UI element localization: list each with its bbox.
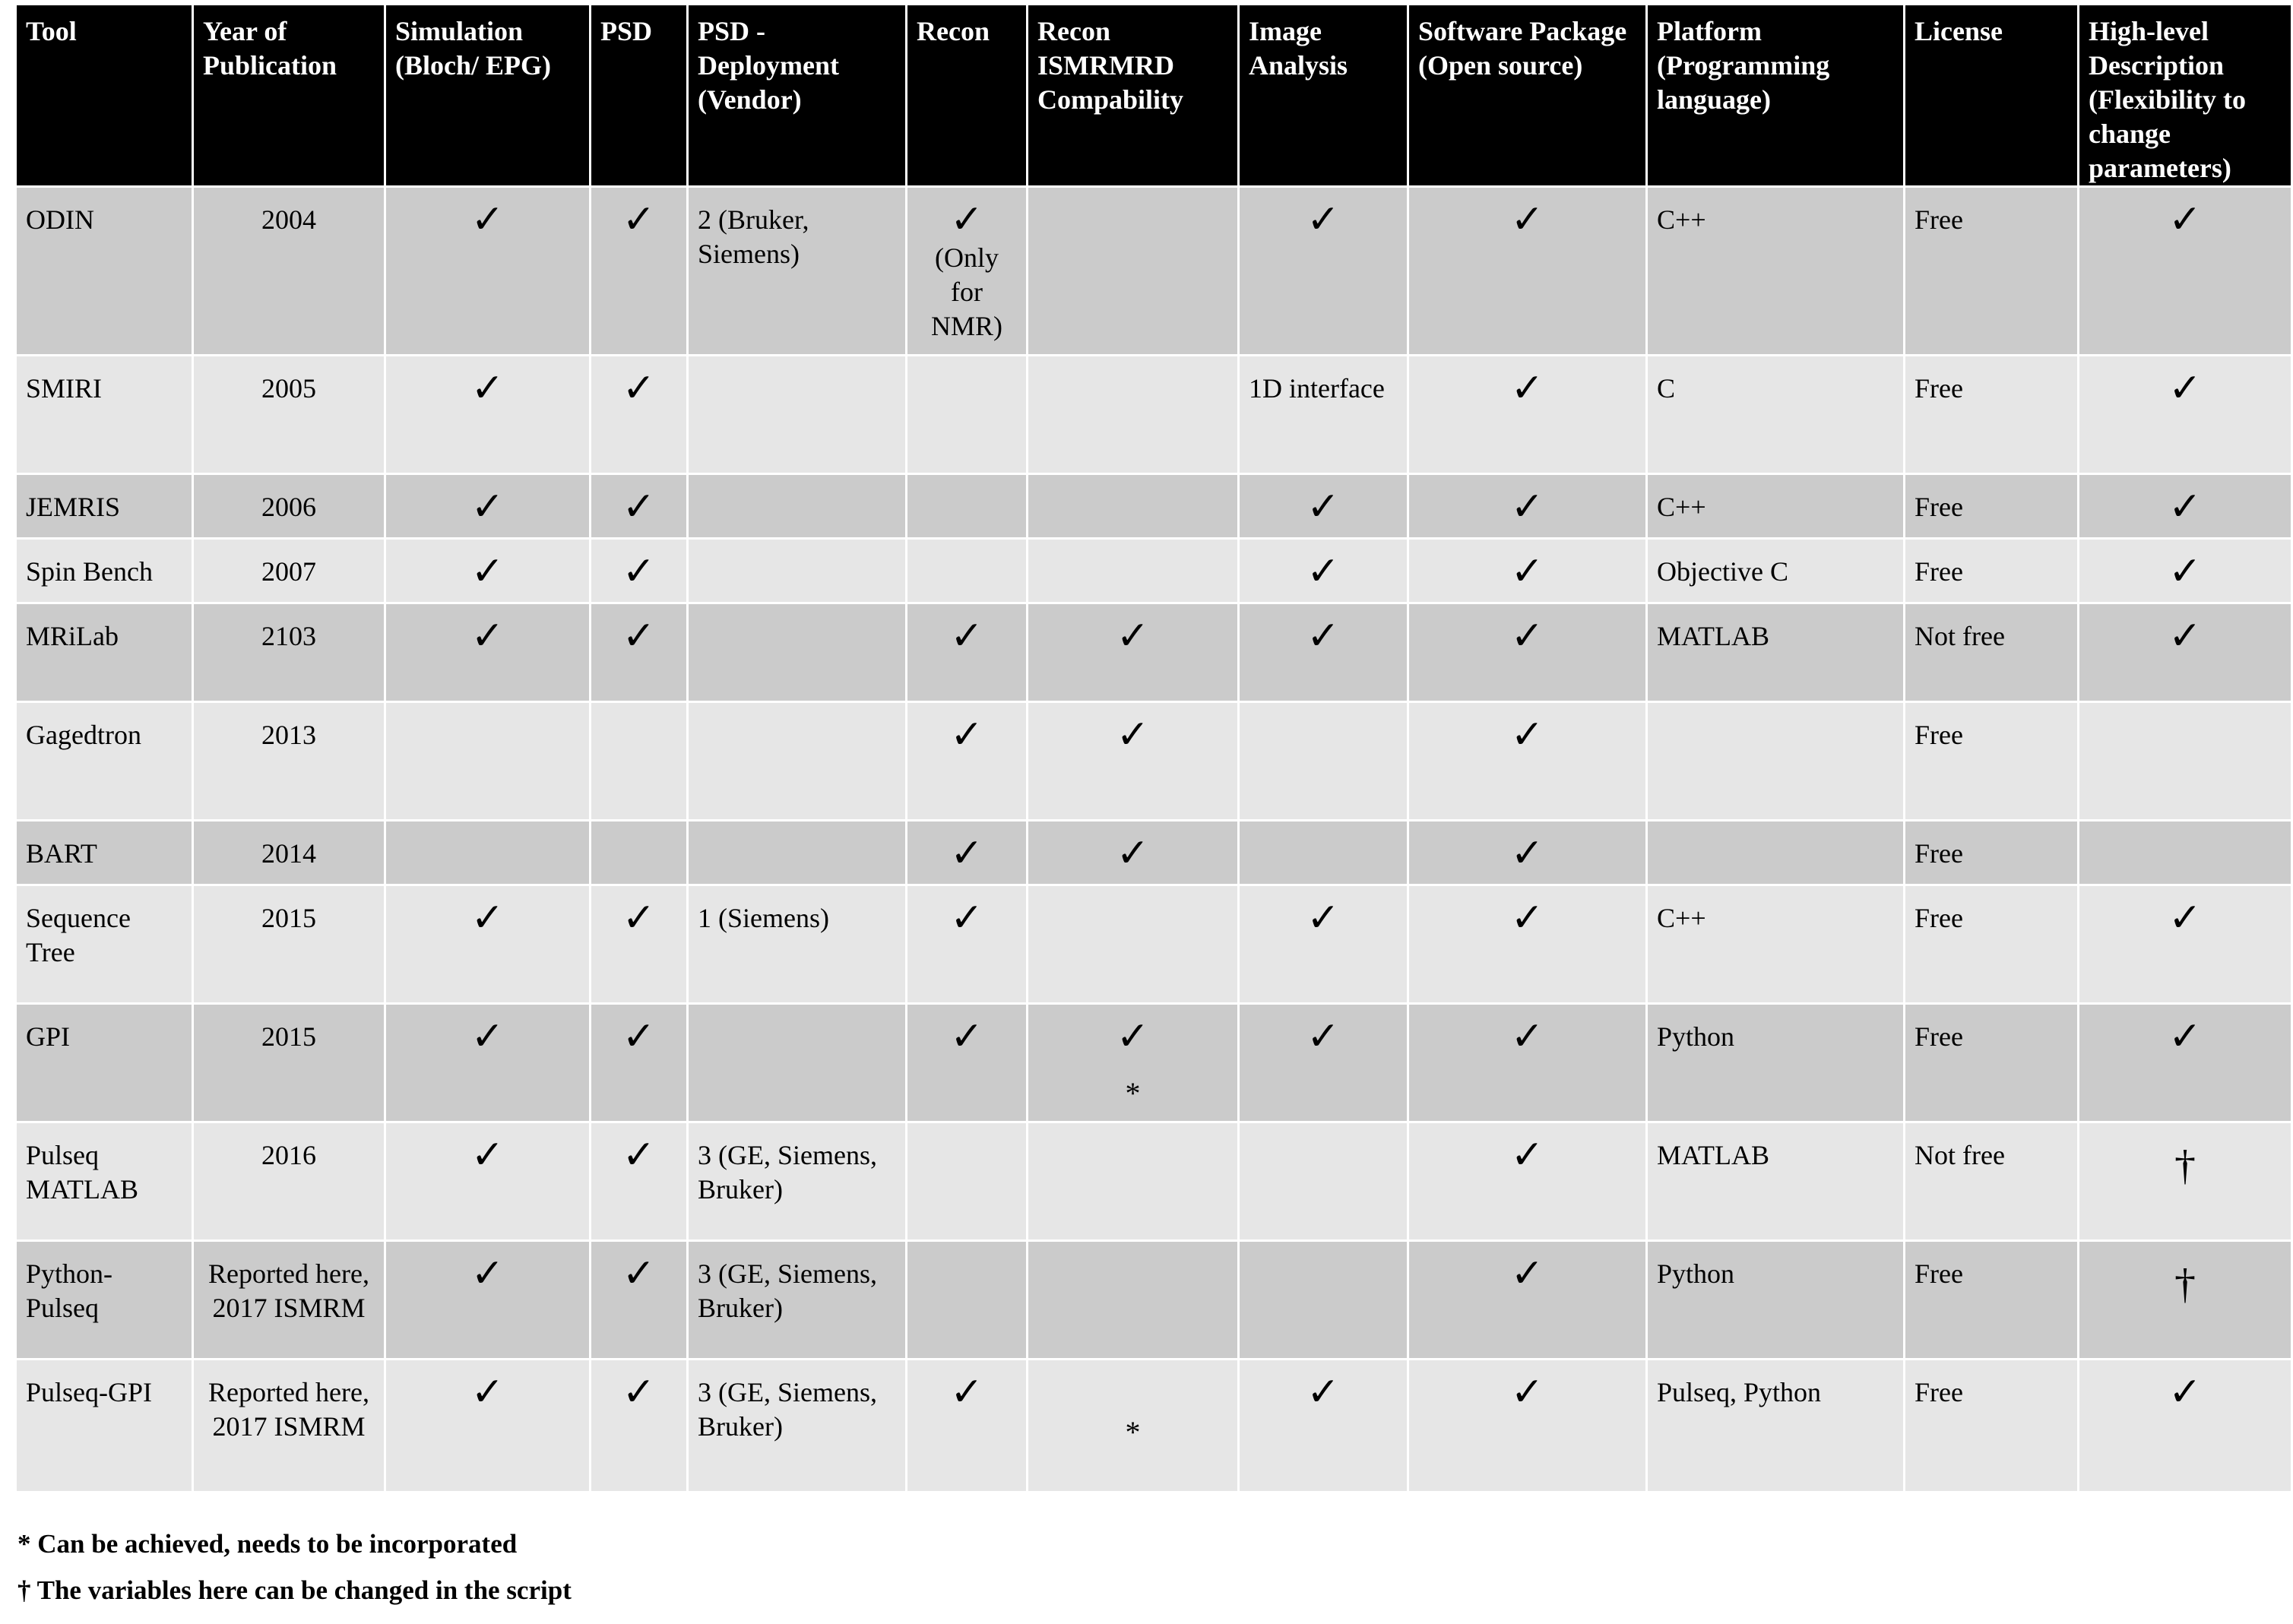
header-image-analysis: Image Analysis: [1239, 5, 1408, 187]
cell-tool: [16, 1241, 193, 1360]
checkmark-icon: ✓: [622, 615, 656, 658]
cell-ismrmrd: [1028, 1360, 1239, 1493]
cell-software-package: [1408, 474, 1647, 539]
cell-image-analysis-text: 1D interface: [1249, 373, 1385, 404]
cell-platform: [1647, 1241, 1905, 1360]
cell-platform: [1647, 1360, 1905, 1493]
cell-license-text: Free: [1915, 720, 1963, 750]
cell-ismrmrd: [1028, 1122, 1239, 1241]
cell-high-level: [2079, 356, 2292, 474]
cell-platform-text: C++: [1657, 204, 1706, 235]
cell-tool-text: Pulseq-GPI: [26, 1377, 153, 1407]
cell-psd-deployment: [688, 1004, 907, 1122]
cell-year-text: 2015: [261, 1021, 316, 1052]
checkmark-icon: ✓: [2168, 367, 2202, 410]
cell-platform-text: Pulseq, Python: [1657, 1377, 1822, 1407]
cell-image-analysis: [1239, 702, 1408, 821]
cell-tool-text: SMIRI: [26, 373, 103, 404]
checkmark-icon: ✓: [1510, 1015, 1544, 1059]
cell-year: [193, 1122, 385, 1241]
header-recon: Recon: [907, 5, 1028, 187]
checkmark-icon: ✓: [1510, 1134, 1544, 1177]
cell-tool-text: Gagedtron: [26, 720, 141, 750]
cell-platform: [1647, 821, 1905, 885]
header-year: Year of Publication: [193, 5, 385, 187]
checkmark-icon: ✓: [2168, 1371, 2202, 1414]
cell-psd-deployment: [688, 885, 907, 1004]
checkmark-icon: ✓: [1510, 714, 1544, 757]
cell-recon: [907, 1122, 1028, 1241]
cell-recon: [907, 474, 1028, 539]
cell-year: [193, 821, 385, 885]
dagger-mark: †: [2174, 1261, 2196, 1308]
cell-recon: [907, 187, 1028, 356]
checkmark-icon: ✓: [1306, 550, 1340, 594]
cell-psd-deployment: [688, 821, 907, 885]
cell-recon: [907, 702, 1028, 821]
recon-note: (Only for NMR): [930, 242, 1002, 341]
cell-platform: [1647, 1004, 1905, 1122]
cell-license-text: Free: [1915, 556, 1963, 587]
cell-year: [193, 539, 385, 603]
cell-year-text: 2013: [261, 720, 316, 750]
cell-license-text: Free: [1915, 1258, 1963, 1289]
cell-ismrmrd: [1028, 702, 1239, 821]
cell-recon: [907, 1360, 1028, 1493]
cell-platform: [1647, 1122, 1905, 1241]
cell-psd: [591, 356, 688, 474]
cell-psd-deployment: [688, 1122, 907, 1241]
cell-year-text: 2004: [261, 204, 316, 235]
checkmark-icon: ✓: [622, 1371, 656, 1414]
cell-platform-text: C: [1657, 373, 1676, 404]
cell-psd: [591, 1122, 688, 1241]
cell-image-analysis: [1239, 1241, 1408, 1360]
checkmark-icon: ✓: [1306, 897, 1340, 940]
cell-psd: [591, 1360, 688, 1493]
checkmark-icon: ✓: [622, 550, 656, 594]
table-row: [16, 356, 2292, 474]
cell-recon: [907, 821, 1028, 885]
cell-tool: [16, 1360, 193, 1493]
header-platform: Platform (Programming language): [1647, 5, 1905, 187]
cell-year: [193, 603, 385, 702]
checkmark-icon: ✓: [1116, 714, 1150, 757]
cell-image-analysis: [1239, 356, 1408, 474]
cell-tool: [16, 474, 193, 539]
cell-software-package: [1408, 539, 1647, 603]
cell-year-text: 2015: [261, 903, 316, 933]
checkmark-icon: ✓: [470, 615, 505, 658]
cell-year: [193, 1241, 385, 1360]
cell-platform-text: Python: [1657, 1258, 1735, 1289]
cell-ismrmrd: [1028, 1241, 1239, 1360]
cell-tool: [16, 1004, 193, 1122]
cell-license: [1905, 1241, 2079, 1360]
cell-recon: [907, 356, 1028, 474]
cell-image-analysis: [1239, 539, 1408, 603]
cell-software-package: [1408, 821, 1647, 885]
checkmark-icon: ✓: [1510, 486, 1544, 529]
checkmark-icon: ✓: [1510, 198, 1544, 242]
header-tool: Tool: [16, 5, 193, 187]
cell-psd-deployment-text: 2 (Bruker, Siemens): [698, 204, 809, 269]
cell-tool-text: ODIN: [26, 204, 94, 235]
checkmark-icon: ✓: [470, 486, 505, 529]
cell-simulation: [385, 603, 591, 702]
cell-simulation: [385, 821, 591, 885]
checkmark-icon: ✓: [1510, 1252, 1544, 1296]
cell-year: [193, 474, 385, 539]
cell-recon: [907, 539, 1028, 603]
cell-license: [1905, 1360, 2079, 1493]
cell-recon: [907, 885, 1028, 1004]
cell-tool-text: Sequence Tree: [26, 903, 131, 967]
cell-simulation: [385, 356, 591, 474]
checkmark-icon: ✓: [622, 1252, 656, 1296]
cell-software-package: [1408, 885, 1647, 1004]
checkmark-icon: ✓: [470, 367, 505, 410]
checkmark-icon: ✓: [622, 897, 656, 940]
cell-simulation: [385, 885, 591, 1004]
header-license: License: [1905, 5, 2079, 187]
cell-software-package: [1408, 1122, 1647, 1241]
cell-year-text: 2007: [261, 556, 316, 587]
cell-psd: [591, 539, 688, 603]
checkmark-icon: ✓: [1510, 832, 1544, 875]
asterisk-mark: *: [1125, 1415, 1141, 1449]
cell-license-text: Free: [1915, 492, 1963, 522]
checkmark-icon: ✓: [2168, 897, 2202, 940]
cell-psd: [591, 474, 688, 539]
cell-platform-text: MATLAB: [1657, 621, 1770, 651]
cell-ismrmrd: [1028, 821, 1239, 885]
cell-simulation: [385, 1360, 591, 1493]
table-row: [16, 1360, 2292, 1493]
cell-license: [1905, 603, 2079, 702]
checkmark-icon: ✓: [470, 1015, 505, 1059]
cell-software-package: [1408, 702, 1647, 821]
cell-image-analysis: [1239, 1004, 1408, 1122]
table-row: [16, 187, 2292, 356]
checkmark-icon: ✓: [1116, 615, 1150, 658]
cell-psd: [591, 1004, 688, 1122]
cell-high-level: [2079, 1241, 2292, 1360]
cell-year: [193, 187, 385, 356]
checkmark-icon: ✓: [1116, 1015, 1150, 1059]
cell-tool: [16, 821, 193, 885]
checkmark-icon: ✓: [950, 1371, 983, 1414]
cell-high-level: [2079, 1122, 2292, 1241]
cell-platform: [1647, 885, 1905, 1004]
cell-year-text: 2016: [261, 1140, 316, 1170]
cell-year-text: 2103: [261, 621, 316, 651]
cell-recon: [907, 1241, 1028, 1360]
cell-ismrmrd: [1028, 603, 1239, 702]
cell-psd: [591, 702, 688, 821]
cell-tool-text: MRiLab: [26, 621, 119, 651]
cell-psd-deployment: [688, 1360, 907, 1493]
cell-license-text: Not free: [1915, 1140, 2005, 1170]
cell-psd-deployment-text: 1 (Siemens): [698, 903, 829, 933]
table-row: [16, 1241, 2292, 1360]
cell-psd: [591, 885, 688, 1004]
cell-psd-deployment: [688, 539, 907, 603]
cell-platform-text: C++: [1657, 492, 1706, 522]
checkmark-icon: ✓: [1306, 198, 1340, 242]
checkmark-icon: ✓: [950, 832, 983, 875]
table-row: [16, 539, 2292, 603]
checkmark-icon: ✓: [622, 367, 656, 410]
cell-tool: [16, 885, 193, 1004]
cell-tool: [16, 356, 193, 474]
header-high-level: High-level Description (Flexibility to change parameters): [2079, 5, 2292, 187]
checkmark-icon: ✓: [950, 1015, 983, 1059]
checkmark-icon: ✓: [2168, 1015, 2202, 1059]
header-simulation: Simulation (Bloch/ EPG): [385, 5, 591, 187]
cell-tool: [16, 603, 193, 702]
cell-platform: [1647, 356, 1905, 474]
cell-high-level: [2079, 821, 2292, 885]
cell-simulation: [385, 1004, 591, 1122]
cell-software-package: [1408, 1241, 1647, 1360]
cell-software-package: [1408, 356, 1647, 474]
asterisk-mark: *: [1125, 1076, 1141, 1110]
cell-tool-text: BART: [26, 838, 97, 869]
checkmark-icon: ✓: [1306, 1015, 1340, 1059]
cell-high-level: [2079, 702, 2292, 821]
checkmark-icon: ✓: [950, 615, 983, 658]
cell-platform-text: Objective C: [1657, 556, 1788, 587]
cell-image-analysis: [1239, 885, 1408, 1004]
checkmark-icon: ✓: [622, 486, 656, 529]
cell-software-package: [1408, 1004, 1647, 1122]
table-header: [16, 5, 2292, 187]
cell-license-text: Free: [1915, 373, 1963, 404]
cell-year: [193, 356, 385, 474]
footnote-asterisk: * Can be achieved, needs to be incorporated: [17, 1529, 518, 1559]
header-psd-deployment: PSD - Deployment (Vendor): [688, 5, 907, 187]
cell-image-analysis: [1239, 187, 1408, 356]
dagger-mark: †: [2174, 1142, 2196, 1189]
table-body: [16, 187, 2292, 1493]
cell-simulation: [385, 1241, 591, 1360]
checkmark-icon: ✓: [470, 198, 505, 242]
cell-tool-text: JEMRIS: [26, 492, 121, 522]
cell-platform: [1647, 187, 1905, 356]
cell-license: [1905, 187, 2079, 356]
cell-psd-deployment: [688, 1241, 907, 1360]
header-software-package: Software Package (Open source): [1408, 5, 1647, 187]
tool-comparison-table: [14, 3, 2293, 1493]
checkmark-icon: ✓: [950, 198, 983, 242]
cell-platform-text: MATLAB: [1657, 1140, 1770, 1170]
cell-psd-deployment: [688, 603, 907, 702]
cell-simulation: [385, 702, 591, 821]
cell-tool-text: Spin Bench: [26, 556, 153, 587]
cell-license-text: Free: [1915, 903, 1963, 933]
cell-license: [1905, 1004, 2079, 1122]
table-row: [16, 885, 2292, 1004]
cell-tool-text: GPI: [26, 1021, 71, 1052]
cell-ismrmrd: [1028, 1004, 1239, 1122]
checkmark-icon: ✓: [1510, 897, 1544, 940]
cell-tool: [16, 539, 193, 603]
checkmark-icon: ✓: [1510, 1371, 1544, 1414]
cell-platform: [1647, 539, 1905, 603]
cell-high-level: [2079, 474, 2292, 539]
cell-psd-deployment-text: 3 (GE, Siemens, Bruker): [698, 1258, 877, 1323]
cell-platform: [1647, 474, 1905, 539]
cell-platform-text: Python: [1657, 1021, 1735, 1052]
cell-year: [193, 885, 385, 1004]
table-row: [16, 1004, 2292, 1122]
cell-recon: [907, 603, 1028, 702]
cell-software-package: [1408, 603, 1647, 702]
cell-platform: [1647, 603, 1905, 702]
header-ismrmrd: Recon ISMRMRD Compability: [1028, 5, 1239, 187]
checkmark-icon: ✓: [622, 1134, 656, 1177]
cell-software-package: [1408, 187, 1647, 356]
checkmark-icon: ✓: [2168, 486, 2202, 529]
cell-simulation: [385, 539, 591, 603]
cell-psd: [591, 603, 688, 702]
cell-year-text: 2006: [261, 492, 316, 522]
checkmark-icon: ✓: [622, 1015, 656, 1059]
cell-year: [193, 1360, 385, 1493]
cell-year-text: 2014: [261, 838, 316, 869]
cell-ismrmrd: [1028, 187, 1239, 356]
cell-psd-deployment: [688, 187, 907, 356]
checkmark-icon: ✓: [622, 198, 656, 242]
cell-high-level: [2079, 1360, 2292, 1493]
cell-recon: [907, 1004, 1028, 1122]
checkmark-icon: ✓: [470, 1134, 505, 1177]
cell-license: [1905, 1122, 2079, 1241]
checkmark-icon: ✓: [950, 714, 983, 757]
checkmark-icon: ✓: [1306, 486, 1340, 529]
cell-psd-deployment: [688, 474, 907, 539]
cell-platform: [1647, 702, 1905, 821]
cell-high-level: [2079, 885, 2292, 1004]
checkmark-icon: ✓: [2168, 198, 2202, 242]
cell-simulation: [385, 1122, 591, 1241]
header-psd: PSD: [591, 5, 688, 187]
cell-tool: [16, 702, 193, 821]
cell-ismrmrd: [1028, 356, 1239, 474]
cell-image-analysis: [1239, 1360, 1408, 1493]
cell-psd-deployment: [688, 702, 907, 821]
table-row: [16, 1122, 2292, 1241]
cell-license-text: Not free: [1915, 621, 2005, 651]
cell-ismrmrd: [1028, 885, 1239, 1004]
table-row: [16, 474, 2292, 539]
cell-year: [193, 1004, 385, 1122]
cell-year: [193, 702, 385, 821]
checkmark-icon: ✓: [950, 897, 983, 940]
cell-high-level: [2079, 187, 2292, 356]
cell-software-package: [1408, 1360, 1647, 1493]
cell-tool: [16, 187, 193, 356]
table-row: [16, 821, 2292, 885]
cell-image-analysis: [1239, 821, 1408, 885]
cell-image-analysis: [1239, 1122, 1408, 1241]
checkmark-icon: ✓: [1306, 1371, 1340, 1414]
cell-license-text: Free: [1915, 204, 1963, 235]
checkmark-icon: ✓: [470, 1371, 505, 1414]
cell-psd: [591, 187, 688, 356]
cell-high-level: [2079, 1004, 2292, 1122]
checkmark-icon: ✓: [470, 550, 505, 594]
cell-license: [1905, 821, 2079, 885]
cell-license: [1905, 885, 2079, 1004]
cell-image-analysis: [1239, 603, 1408, 702]
cell-license-text: Free: [1915, 1377, 1963, 1407]
cell-high-level: [2079, 539, 2292, 603]
cell-year-text: 2005: [261, 373, 316, 404]
checkmark-icon: ✓: [1510, 615, 1544, 658]
cell-psd-deployment: [688, 356, 907, 474]
cell-license: [1905, 702, 2079, 821]
cell-tool: [16, 1122, 193, 1241]
cell-image-analysis: [1239, 474, 1408, 539]
cell-psd: [591, 821, 688, 885]
cell-high-level: [2079, 603, 2292, 702]
checkmark-icon: ✓: [470, 897, 505, 940]
table-row: [16, 603, 2292, 702]
checkmark-icon: ✓: [1510, 550, 1544, 594]
cell-simulation: [385, 474, 591, 539]
checkmark-icon: ✓: [1116, 832, 1150, 875]
cell-year-text: Reported here, 2017 ISMRM: [208, 1258, 369, 1323]
cell-license-text: Free: [1915, 1021, 1963, 1052]
checkmark-icon: ✓: [1306, 615, 1340, 658]
table-row: [16, 702, 2292, 821]
cell-simulation: [385, 187, 591, 356]
cell-psd: [591, 1241, 688, 1360]
cell-license: [1905, 539, 2079, 603]
cell-psd-deployment-text: 3 (GE, Siemens, Bruker): [698, 1377, 877, 1442]
cell-ismrmrd: [1028, 474, 1239, 539]
checkmark-icon: ✓: [470, 1252, 505, 1296]
cell-license: [1905, 356, 2079, 474]
cell-license-text: Free: [1915, 838, 1963, 869]
cell-license: [1905, 474, 2079, 539]
cell-platform-text: C++: [1657, 903, 1706, 933]
footnote-dagger: † The variables here can be changed in the script: [17, 1575, 572, 1605]
cell-tool-text: Python-Pulseq: [26, 1258, 113, 1323]
checkmark-icon: ✓: [1510, 367, 1544, 410]
cell-ismrmrd: [1028, 539, 1239, 603]
cell-year-text: Reported here, 2017 ISMRM: [208, 1377, 369, 1442]
cell-psd-deployment-text: 3 (GE, Siemens, Bruker): [698, 1140, 877, 1205]
cell-tool-text: Pulseq MATLAB: [26, 1140, 139, 1205]
checkmark-icon: ✓: [2168, 550, 2202, 594]
checkmark-icon: ✓: [2168, 615, 2202, 658]
